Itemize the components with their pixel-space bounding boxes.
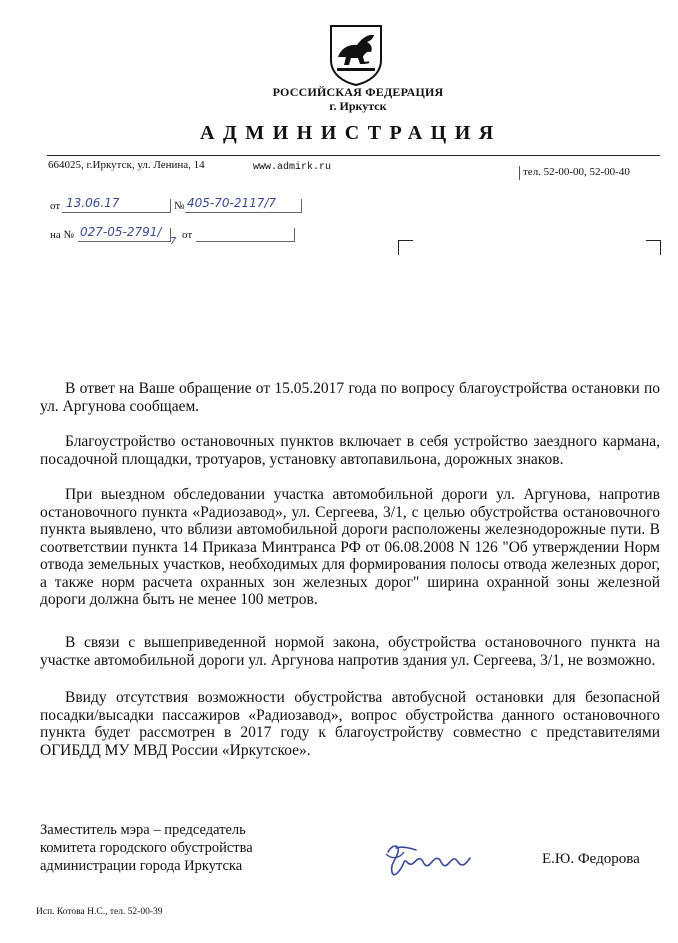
date-field xyxy=(62,196,171,213)
incoming-number-label: на № xyxy=(50,229,75,241)
address-corner-left xyxy=(398,240,413,255)
number-label: № xyxy=(174,200,185,212)
phone-numbers: тел. 52-00-00, 52-00-40 xyxy=(523,166,630,178)
executor-info: Исп. Котова Н.С., тел. 52-00-39 xyxy=(36,907,163,917)
website: www.admirk.ru xyxy=(253,162,332,173)
country-name: РОССИЙСКАЯ ФЕДЕРАЦИЯ xyxy=(272,85,444,99)
address-corner-right xyxy=(646,240,661,255)
header-divider xyxy=(47,155,660,156)
organization-title: АДМИНИСТРАЦИЯ xyxy=(200,122,502,144)
number-value: 405-70-2117/7 xyxy=(187,196,277,210)
city-name: г. Иркутск xyxy=(329,99,387,113)
body-paragraph-5: Ввиду отсутствия возможности обустройства автобусной остановки для безопасной посадки/высадки пассажиров «Радиозавод», вопрос обустройства данного остановочного пункта будет рассмотрен в 2017 году к благоустройству совместно с представителями ОГИБДД МУ МВД России «Иркутское». xyxy=(40,689,660,759)
incoming-number-value: 027-05-2791/ xyxy=(80,225,162,239)
incoming-number-field xyxy=(78,225,171,242)
phones-divider xyxy=(519,166,520,180)
body-paragraph-3: При выездном обследовании участка автомобильной дороги ул. Аргунова, напротив остановочного пункта «Радиозавод», ул. Сергеева, 3/1, с целью обустройства остановочного пункта выявлено, что вблизи автомобильной дороги расположены железнодорожные пути. В соответствии пункта 14 Приказа Минтранса РФ от 06.08.2008 N 126 "Об утверждении Норм отвода земельных участков, необходимых для формирования полосы отвода железных дорог, а также норм расчета охранных зон железных дорог" ширина охранной зоны железной дороги должна быть не менее 100 метров. xyxy=(40,486,660,608)
handwritten-signature xyxy=(382,838,482,888)
signer-position-line-3: администрации города Иркутска xyxy=(40,858,243,874)
signer-position-line-2: комитета городского обустройства xyxy=(40,840,253,856)
city-coat-of-arms-icon xyxy=(329,24,383,86)
signer-position-line-1: Заместитель мэра – председатель xyxy=(40,822,246,838)
body-paragraph-2: Благоустройство остановочных пунктов включает в себя устройство заездного кармана, посадочной площадки, тротуаров, установку автопавильона, дорожных знаков. xyxy=(40,433,660,468)
incoming-date-field xyxy=(196,228,295,242)
signer-name: Е.Ю. Федорова xyxy=(542,851,640,867)
body-paragraph-4: В связи с вышеприведенной нормой закона, обустройства остановочного пункта на участке автомобильной дороги ул. Аргунова напротив здания ул. Сергеева, 3/1, не возможно. xyxy=(40,634,660,669)
number-field xyxy=(185,196,302,213)
incoming-number-suffix: 7 xyxy=(170,236,177,247)
date-value: 13.06.17 xyxy=(66,196,120,210)
incoming-date-label: от xyxy=(182,229,193,241)
body-paragraph-1: В ответ на Ваше обращение от 15.05.2017 года по вопросу благоустройства остановки по ул. Аргунова сообщаем. xyxy=(40,380,660,415)
date-label: от xyxy=(50,200,61,212)
postal-address: 664025, г.Иркутск, ул. Ленина, 14 xyxy=(48,159,205,171)
